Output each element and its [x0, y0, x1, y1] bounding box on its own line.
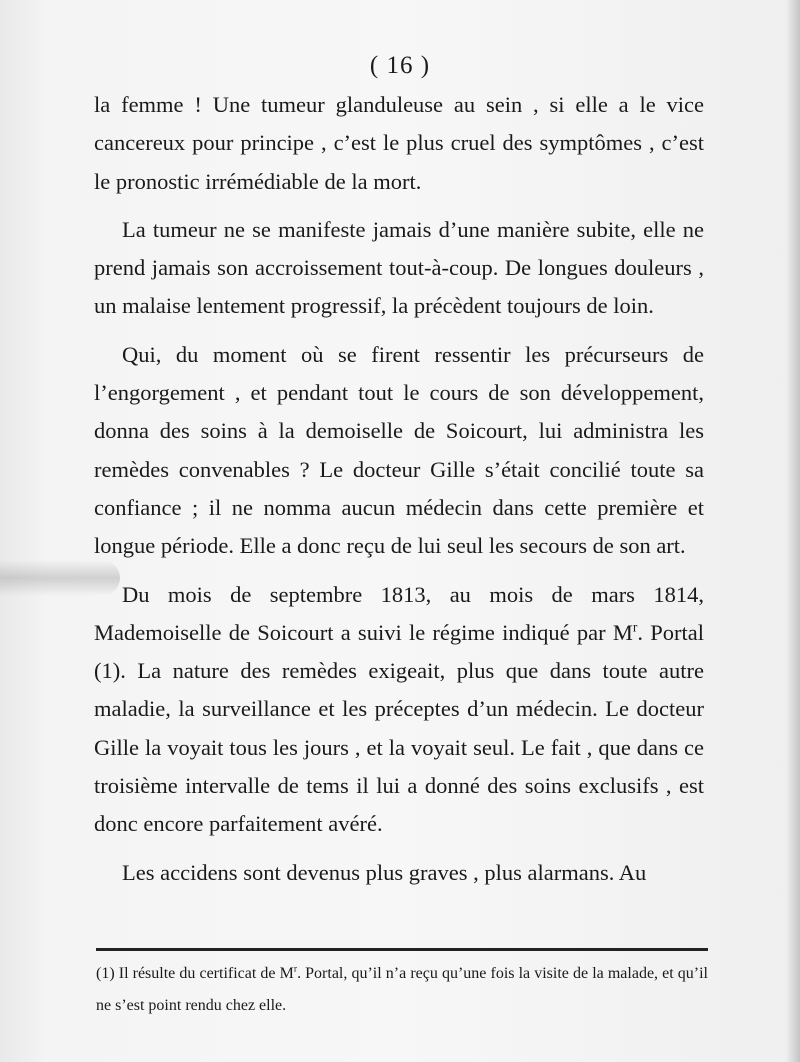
paragraph-1: la femme ! Une tumeur glanduleuse au sein , si elle a le vice cancereux pour principe , c’est le plus cruel des symptômes , c’est le pronostic irrémédiable de la mort.: [94, 92, 704, 194]
page-edge-shadow: [786, 0, 800, 1062]
paragraph-4: [94, 576, 704, 844]
paragraph-5: Les accidens sont devenus plus graves , plus alarmans. Au: [122, 859, 647, 885]
paragraph-4-part-1: Du mois de septembre 1813, au mois de mars 1814, Mademoiselle de Soicourt a suivi le régime indiqué par M: [94, 581, 704, 645]
body-text: [94, 86, 704, 892]
paragraph-2: La tumeur ne se manifeste jamais d’une manière subite, elle ne prend jamais son accroissement tout-à-coup. De longues douleurs , un malaise lentement progressif, la précèdent toujours de loin.: [94, 216, 704, 319]
footnote-part-2: . Portal, qu’il n’a reçu qu’une fois la visite de la malade, et qu’il ne s’est point rendu chez elle.: [96, 965, 709, 1014]
page-number: ( 16 ): [369, 52, 431, 79]
footnote: [96, 958, 708, 1022]
paragraph-4-superscript: r: [632, 619, 638, 635]
footnote-part-1: (1) Il résulte du certificat de M: [96, 965, 294, 982]
paragraph-3: Qui, du moment où se firent ressentir les précurseurs de l’engorgement , et pendant tout le cours de son développement, donna des soins à la demoiselle de Soicourt, lui administra les remèdes convenables ? Le docteur Gille s’était concilié toute sa confiance ; il ne nomma aucun médecin dans cette première et longue période. Elle a donc reçu de lui seul les secours de son art.: [94, 341, 704, 559]
footnote-superscript: r: [293, 963, 298, 975]
footnote-rule: [96, 948, 708, 951]
paragraph-4-part-2: . Portal (1). La nature des remèdes exigeait, plus que dans toute autre maladie, la surveillance et les préceptes d’un médecin. Le docteur Gille la voyait tous les jours , et la voyait seul. Le fait , que dans ce troisième intervalle de tems il lui a donné des soins exclusifs , est donc encore parfaitement avéré.: [94, 619, 704, 837]
